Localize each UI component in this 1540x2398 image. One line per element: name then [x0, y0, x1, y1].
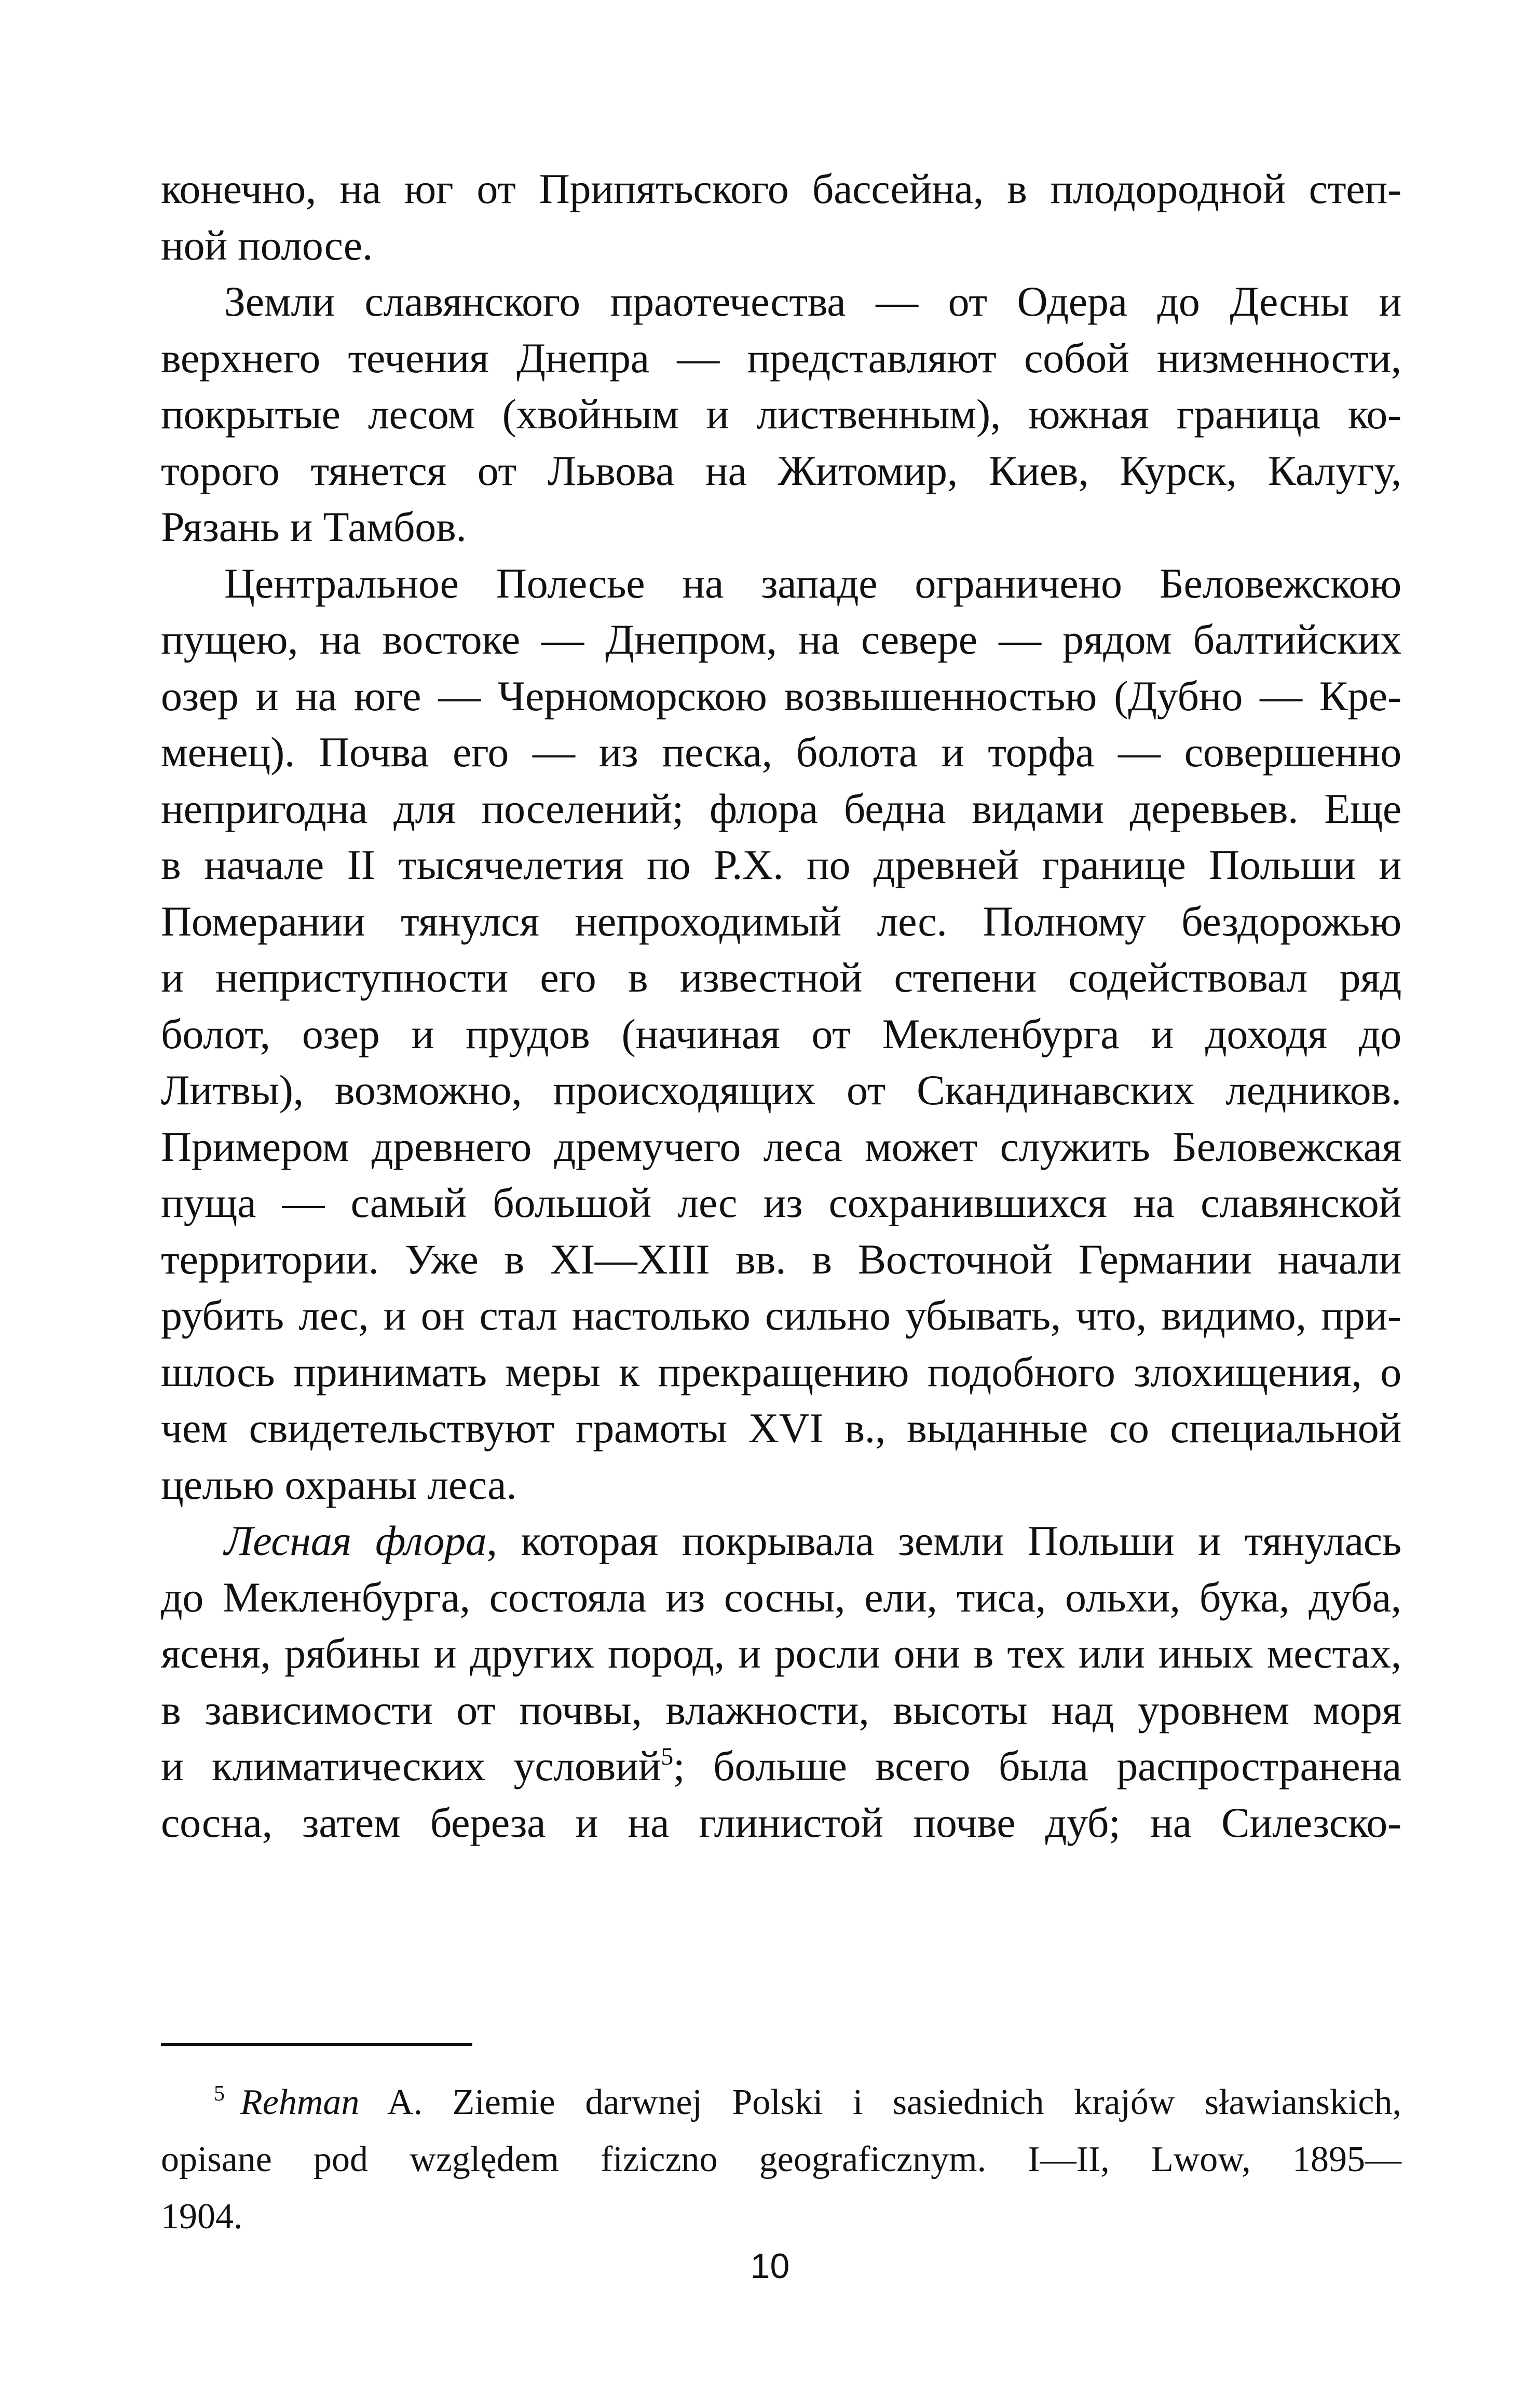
text-line: целью охраны леса. — [161, 1460, 517, 1508]
text-line: шлось принимать меры к прекращению подобного злохищения, о — [161, 1348, 1401, 1396]
text-line: конечно, на юг от Припятьского бассейна, в плодородной степ- — [161, 165, 1401, 212]
text-line: Литвы), возможно, происходящих от Скандинавских ледников. — [161, 1066, 1401, 1114]
text-line: ной полосе. — [161, 221, 373, 269]
text-line: в зависимости от почвы, влажности, высоты над уровнем моря — [161, 1686, 1401, 1733]
text-line: до Мекленбурга, состояла из сосны, ели, тиса, ольхи, бука, дуба, — [161, 1573, 1401, 1621]
text-line: Примером древнего дремучего леса может служить Беловежская — [161, 1122, 1401, 1170]
paragraph-1 — [161, 161, 1401, 274]
text-line: рубить лес, и он стал настолько сильно убывать, что, видимо, при- — [161, 1292, 1401, 1339]
text-line: и неприступности его в известной степени содействовал ряд — [161, 954, 1401, 1001]
text-line: торого тянется от Львова на Житомир, Киев, Курск, Калугу, — [161, 446, 1401, 494]
footnote-mark: 5 — [214, 2082, 225, 2106]
text-line: менец). Почва его — из песка, болота и торфа — совершенно — [161, 728, 1401, 776]
text-line: пуща — самый большой лес из сохранившихся на славянской — [161, 1179, 1401, 1226]
footnote-divider — [161, 2043, 472, 2046]
text-run: ; больше всего была распространена — [673, 1742, 1401, 1790]
text-line: Земли славянского праотечества — от Одера до Десны и — [224, 278, 1401, 325]
text-line: Центральное Полесье на западе ограничено Беловежскою — [224, 559, 1401, 607]
text-line: озер и на юге — Черноморскою возвышенностью (Дубно — Кре- — [161, 672, 1401, 720]
page-number: 10 — [750, 2246, 790, 2286]
footnote-line — [161, 2074, 1401, 2131]
footnote-author: Rehman — [240, 2082, 360, 2122]
text-line: непригодна для поселений; флора бедна видами деревьев. Еще — [161, 784, 1401, 832]
footnote — [161, 2074, 1401, 2245]
text-run: A. Ziemie darwnej Polski i sasiednich krajów sławianskich, — [359, 2082, 1401, 2122]
text-line: ясеня, рябины и других пород, и росли они в тех или иных местах, — [161, 1630, 1401, 1677]
main-text — [161, 161, 1401, 1851]
text-run: , которая покрывала земли Польши и тянулась — [486, 1517, 1401, 1564]
text-line: Рязань и Тамбов. — [161, 503, 467, 550]
paragraph-2 — [161, 274, 1401, 556]
text-line: Померании тянулся непроходимый лес. Полному бездорожью — [161, 897, 1401, 945]
footnote-line: opisane pod względem fiziczno geograficznym. I—II, Lwow, 1895— — [161, 2139, 1401, 2179]
text-run: и климатических условий — [161, 1742, 661, 1790]
text-line: сосна, затем береза и на глинистой почве дуб; на Силезско- — [161, 1798, 1401, 1846]
text-line: пущею, на востоке — Днепром, на севере — рядом балтийских — [161, 616, 1401, 663]
text-line: верхнего течения Днепра — представляют собой низменности, — [161, 334, 1401, 382]
text-line: территории. Уже в XI—XIII вв. в Восточной Германии начали — [161, 1235, 1401, 1283]
text-line: болот, озер и прудов (начиная от Мекленбурга и доходя до — [161, 1010, 1401, 1058]
paragraph-3 — [161, 556, 1401, 1513]
text-line: покрытые лесом (хвойным и лиственным), южная граница ко- — [161, 390, 1401, 438]
footnote-reference[interactable]: 5 — [661, 1743, 673, 1770]
text-line: в начале II тысячелетия по Р.Х. по древней границе Польши и — [161, 841, 1401, 888]
text-line: чем свидетельствуют грамоты XVI в., выданные со специальной — [161, 1404, 1401, 1452]
italic-term: Лесная флора — [224, 1517, 487, 1564]
text-line — [161, 1738, 1401, 1795]
text-line — [161, 1513, 1401, 1569]
footnote-line: 1904. — [161, 2197, 243, 2237]
paragraph-4 — [161, 1513, 1401, 1851]
